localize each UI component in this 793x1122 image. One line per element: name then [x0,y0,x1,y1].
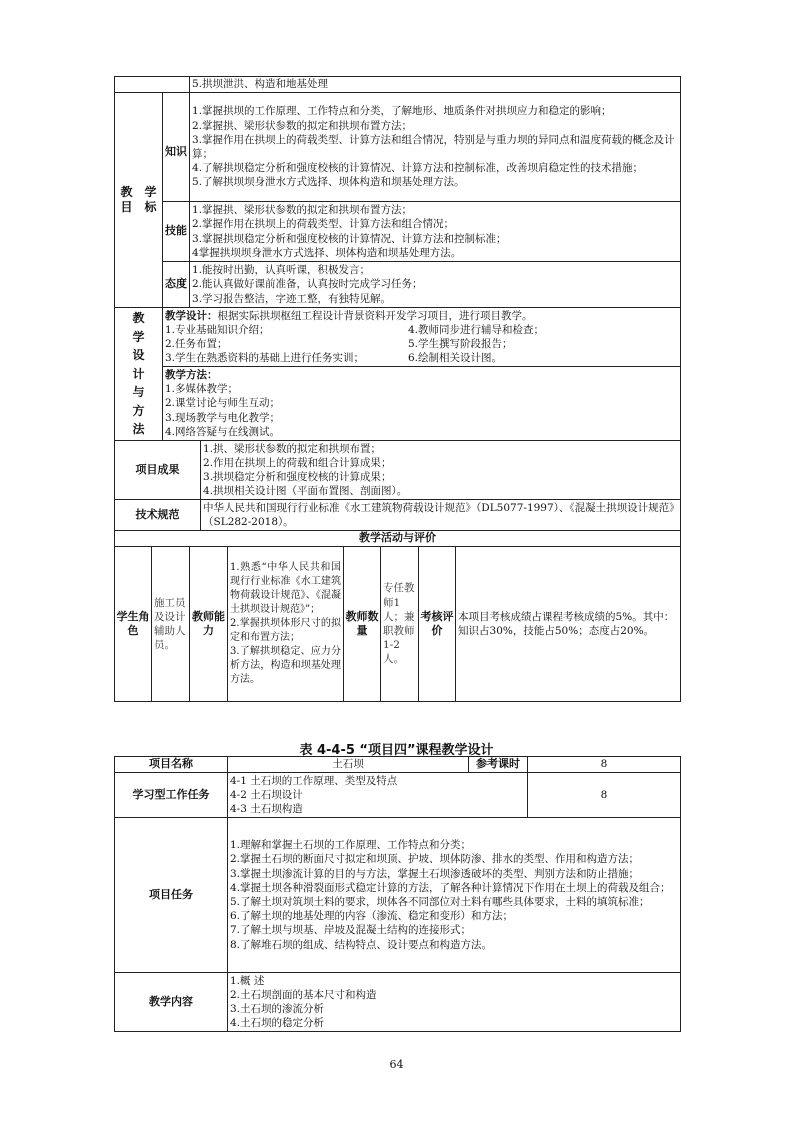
project-tasks-content: 1.理解和掌握土石坝的工作原理、工作特点和分类； 2.掌握土石坝的断面尺寸拟定和坝顶、护坡、坝体防渗、排水的类型、作用和构造方法； 3.掌握土坝渗流计算的目的与方法，掌握土石坝渗透破坏的类型、判别方法和防止措施； 4.掌握土坝各种滑裂面形式稳定计算的方法，了解各种计算情况下作用在土坝上的荷载及组合； 5.了解土坝对筑坝土料的要求，坝体各不同部位对土料有哪些具体要求，土料的填筑标准； 6.了解土坝的地基处理的内容（渗流、稳定和变形）和方法； 7.了解土坝与坝基、岸坡及混凝土结构的连接形式； 8.了解堆石坝的组成、结构特点、设计要点和构造方法。 [228,818,681,973]
teacher-ability-content: 1.熟悉“中华人民共和国现行行业标准《水工建筑物荷载设计规范》、《混凝土拱坝设计规范》”； 2.掌握拱坝体形尺寸的拟定和布置方法； 3.了解拱坝稳定、应力分析方法，构造和坝基处理方法。 [228,547,344,702]
skills-content: 1.掌握拱、梁形状参数的拟定和拱坝布置方法； 2.掌握作用在拱坝上的荷载类型、计算方法和组合情况； 3.掌握拱坝稳定分析和强度校核的计算情况、计算方法和控制标准； 4掌握拱坝坝身泄水方式选择、坝体构造和坝基处理方法。 [190,202,681,262]
table-row [115,441,681,500]
ref-hours-label: 参考课时 [469,757,528,773]
student-role-value: 施工员及设计辅助人员。 [152,547,190,702]
table-row [115,77,681,93]
learning-tasks-hours: 8 [528,773,681,818]
table-row [115,367,681,441]
design-method-label: 教 学 设 计 与 方 法 [115,308,163,441]
standards-content: 中华人民共和国现行行业标准《水工建筑物荷载设计规范》（DL5077-1997）、《混凝土拱坝设计规范》（SL282-2018）。 [201,500,681,531]
teaching-method-content: 教学方法： 1.多媒体教学； 2.课堂讨论与师生互动； 3.现场教学与电化教学； 4.网络答疑与在线测试。 [163,367,681,441]
learning-tasks-content: 4-1 土石坝的工作原理、类型及特点 4-2 土石坝设计 4-3 土石坝构造 [228,773,528,818]
teacher-count-value: 专任教师1人；兼职教师 1-2人。 [381,547,419,702]
table-row [115,500,681,531]
outcomes-label: 项目成果 [115,441,201,500]
table-row [115,202,681,262]
teacher-ability-label: 教师能力 [190,547,228,702]
table-row [115,262,681,308]
table-row [115,973,681,1032]
assessment-value: 本项目考核成绩占课程考核成绩的5%。其中：知识占30%，技能占50%；态度占20%。 [456,547,681,702]
teaching-content: 1.概 述 2.土石坝剖面的基本尺寸和构造 3.土石坝的渗流分析 4.土石坝的稳定分析 [228,973,681,1032]
teaching-method-heading: 教学方法： [165,368,218,381]
table-row [115,531,681,547]
assessment-label: 考核评价 [419,547,456,702]
top-row-content: 5.拱坝泄洪、构造和地基处理 [190,77,681,93]
attitude-content: 1.能按时出勤，认真听课，积极发言； 2.能认真做好课前准备，认真按时完成学习任务； 3.学习报告整洁，字迹工整，有独特见解。 [190,262,681,308]
skills-label: 技能 [163,202,190,262]
project-name-value: 土石坝 [228,757,469,773]
ref-hours-value: 8 [528,757,681,773]
project-name-label: 项目名称 [115,757,228,773]
table-row [115,773,681,818]
teacher-count-label: 教师数量 [344,547,381,702]
learning-tasks-label: 学习型工作任务 [115,773,228,818]
activities-heading: 教学活动与评价 [115,531,681,547]
objectives-label: 教 学 目 标 [115,93,163,308]
table-row [115,308,681,367]
teaching-content-label: 教学内容 [115,973,228,1032]
table-row [115,757,681,773]
attitude-label: 态度 [163,262,190,308]
knowledge-label: 知识 [163,93,190,202]
table-row [115,818,681,973]
table-row [115,93,681,202]
empty-label-cell [115,77,190,93]
outcomes-content: 1.拱、梁形状参数的拟定和拱坝布置； 2.作用在拱坝上的荷载和组合计算成果； 3.拱坝稳定分析和强度校核的计算成果； 4.拱坝相关设计图（平面布置图、剖面图）。 [201,441,681,500]
student-role-label: 学生角色 [115,547,152,702]
teaching-design-content: 教学设计：根据实际拱坝枢纽工程设计背景资料开发学习项目，进行项目教学。 1.专业基础知识介绍； 2.任务布置； 3.学生在熟悉资料的基础上进行任务实训； 4.教师同步进行辅导和检查； 5.学生撰写阶段报告； 6.绘制相关设计图。 [163,308,681,367]
page-number: 64 [389,1058,404,1071]
table-row [115,547,681,702]
teaching-design-heading: 教学设计： [165,309,218,322]
project-three-table-continued [114,76,681,702]
knowledge-content: 1.掌握拱坝的工作原理、工作特点和分类，了解地形、地质条件对拱坝应力和稳定的影响； 2.掌握拱、梁形状参数的拟定和拱坝布置方法； 3.掌握作用在拱坝上的荷载类型、计算方法和组合情况，特别是与重力坝的异同点和温度荷载的概念及计算； 4.了解拱坝稳定分析和强度校核的计算情况、计算方法和控制标准，改善坝肩稳定性的技术措施； 5.了解拱坝坝身泄水方式选择、坝体构造和坝基处理方法。 [190,93,681,202]
project-four-table [114,756,681,1032]
table-caption: 表 4-4-5 “项目四”课程教学设计 [299,743,494,758]
standards-label: 技术规范 [115,500,201,531]
project-tasks-label: 项目任务 [115,818,228,973]
